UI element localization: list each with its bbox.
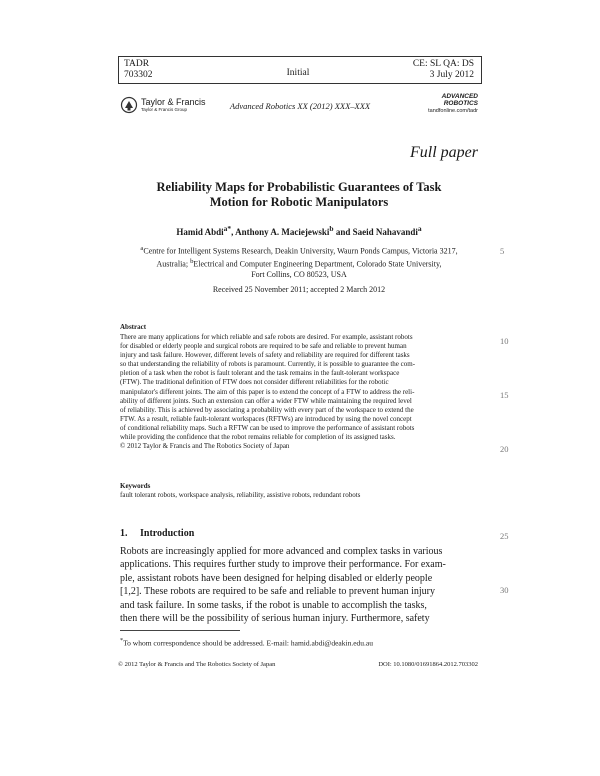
journal-line: Advanced Robotics XX (2012) XXX–XXX	[229, 101, 371, 111]
affiliation-b-address: Fort Collins, CO 80523, USA	[251, 270, 347, 280]
header-qa: CE: SL QA: DS	[412, 59, 474, 69]
abstract-body	[120, 333, 480, 451]
paper-title	[118, 180, 480, 210]
header-date: 3 July 2012	[429, 70, 474, 80]
affiliation-a-sup: a	[140, 245, 144, 252]
line-number: 5	[500, 246, 505, 256]
author-2-sup: b	[329, 224, 334, 233]
publisher-name: Taylor & Francis	[141, 96, 206, 107]
header-left	[124, 59, 153, 81]
footer-copyright: © 2012 Taylor & Francis and The Robotics Society of Japan	[118, 661, 276, 668]
abstract-line: injury and task failure. However, different levels of safety and reliability are required for different tasks	[120, 351, 410, 360]
publisher-logo	[120, 96, 206, 114]
abstract-line: There are many applications for which reliable and safe robots are desired. For example, assistant robots	[120, 333, 413, 341]
keywords-text: fault tolerant robots, workspace analysis, reliability, assistive robots, redundant robots	[120, 491, 361, 499]
body-line: and task failure. In some tasks, if the robot is unable to accomplish the tasks,	[120, 599, 427, 611]
affiliation-b-sup: b	[190, 258, 194, 266]
author-separator: ,	[231, 227, 236, 237]
author-3: Saeid Nahavandi	[352, 227, 418, 237]
affiliation-b-text: Electrical and Computer Engineering Department, Colorado State University,	[193, 259, 442, 269]
abstract-line: of conditional reliability maps. Such a RFTW can be used to improve the performance of assistant robots	[120, 423, 415, 432]
author-separator: and	[333, 227, 353, 237]
body-line: [1,2]. These robots are required to be safe and reliable to prevent human injury	[120, 586, 435, 598]
author-list	[118, 224, 480, 237]
body-line: applications. This requires further study to improve their performance. For exam-	[120, 559, 446, 571]
line-number: 10	[500, 336, 509, 346]
paper-type: Full paper	[410, 144, 478, 161]
journal-logo-line1: ADVANCED	[441, 93, 478, 100]
footer-doi: DOI: 10.1080/01691864.2012.703302	[378, 661, 478, 668]
abstract-heading: Abstract	[120, 323, 147, 331]
affiliation-a-text: Centre for Intelligent Systems Research, Deakin University, Waurn Ponds Campus, Victoria 3217,	[143, 246, 458, 256]
abstract-line: for disabled or elderly people and surgical robots are required to be safe and reliable to prevent human	[120, 342, 407, 351]
received-dates: Received 25 November 2011; accepted 2 March 2012	[212, 285, 386, 294]
publisher-group: Taylor & Francis Group	[141, 106, 188, 112]
header-right	[413, 59, 474, 81]
journal-url: tandfonline.com/tadr	[428, 108, 478, 114]
abstract-line: while providing the confidence that the robot remains reliable for completion of its assigned tasks.	[120, 433, 396, 442]
author-2: Anthony A. Maciejewski	[235, 227, 330, 237]
journal-logo	[442, 94, 478, 107]
line-number: 30	[500, 585, 509, 595]
section-title: Introduction	[140, 528, 195, 539]
copyright-line: © 2012 Taylor & Francis and The Robotics Society of Japan	[120, 442, 290, 451]
keywords-heading: Keywords	[120, 482, 151, 490]
journal-logo-line2: ROBOTICS	[443, 99, 478, 107]
footnote-mark: *	[120, 637, 124, 644]
footnote-rule	[120, 630, 240, 631]
abstract-line: so that understanding the reliability of robots is paramount. Currently, it is possible to guarantee the com-	[120, 360, 416, 369]
abstract-line: pletion of a task when the robot is fault tolerant and the task remains in the fault-tolerant workspace	[120, 369, 400, 378]
line-number: 20	[500, 444, 509, 454]
affiliation-b	[118, 257, 480, 270]
abstract-line: manipulator's different joints. The aim of this paper is to extend the concept of a FTW to address the reli-	[120, 387, 415, 396]
title-line-2: Motion for Robotic Manipulators	[209, 195, 389, 209]
abstract-line: of reliability. This is achieved by associating a probability with every part of the workspace to extend the	[120, 405, 414, 414]
header-article-id: 703302	[124, 70, 153, 80]
header-journal-code: TADR	[124, 59, 150, 69]
footnote	[120, 637, 373, 648]
section-heading	[120, 528, 194, 539]
section-number: 1.	[120, 528, 128, 539]
affiliation-a	[118, 244, 480, 257]
abstract-line: ability of different joints. Such an extension can offer a wider FTW while maintaining the required level	[120, 396, 412, 405]
abstract-line: FTW. As a result, reliable fault-tolerant workspaces (RFTWs) are introduced by using the novel concept	[120, 414, 412, 423]
header-center: Initial	[286, 68, 310, 78]
body-line: Robots are increasingly applied for more advanced and complex tasks in various	[120, 546, 443, 557]
footnote-text: To whom correspondence should be addressed. E-mail: hamid.abdi@deakin.edu.au	[123, 638, 373, 648]
line-number: 15	[500, 390, 509, 400]
affiliations	[118, 244, 480, 281]
author-1: Hamid Abdi	[176, 227, 224, 237]
publisher-lamp-icon	[120, 96, 138, 114]
body-line: ple, assistant robots have been designed for helping disabled or elderly people	[120, 572, 433, 584]
author-3-sup: a	[417, 224, 422, 233]
title-line-1: Reliability Maps for Probabilistic Guarantees of Task	[156, 180, 442, 194]
line-number: 25	[500, 531, 509, 541]
author-1-sup: a*	[223, 224, 232, 233]
affiliation-a-country: Australia;	[156, 259, 191, 269]
body-line: then there will be the possibility of serious human injury. Furthermore, safety	[120, 613, 430, 625]
abstract-line: (FTW). The traditional definition of FTW does not consider different reliabilities for the robotic	[120, 378, 389, 387]
body-text	[120, 545, 480, 625]
